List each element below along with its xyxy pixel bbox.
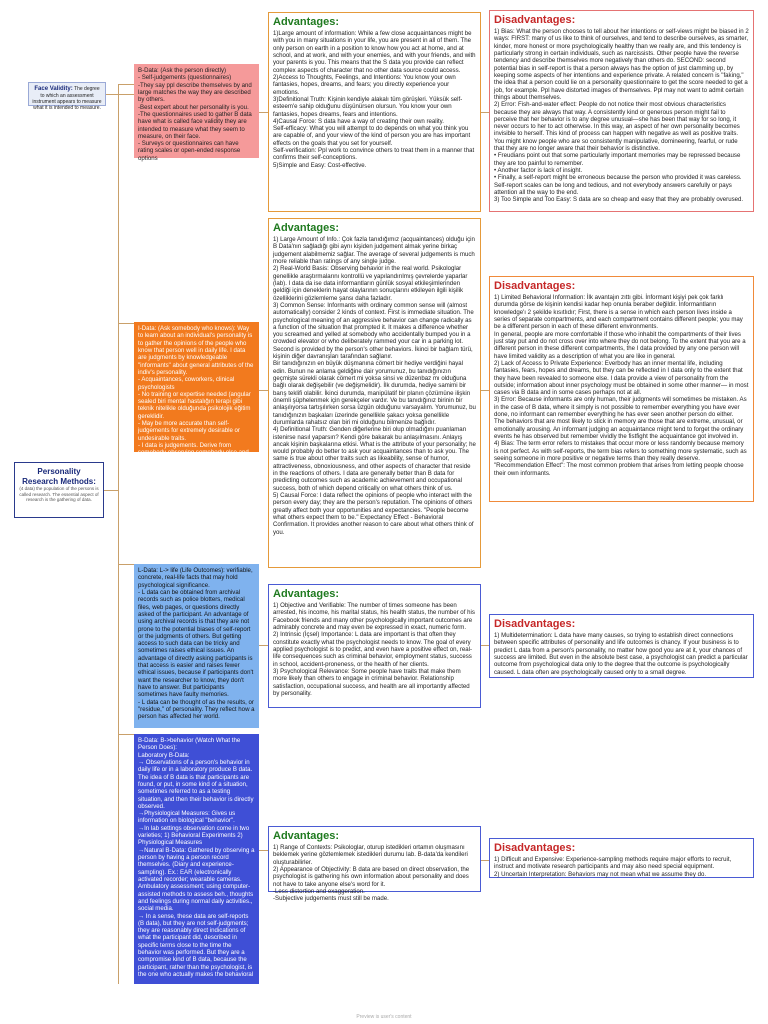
face-validity-text: The degree to which an assessment instrument appears to measure what it is intended to measure. bbox=[32, 86, 102, 112]
idata-disadvantages-box bbox=[489, 276, 754, 502]
connector-ldata-adv bbox=[259, 645, 268, 646]
idata-advantages-header: Advantages: bbox=[273, 222, 340, 234]
connector-b2data-dis bbox=[481, 860, 489, 861]
bdata-node bbox=[134, 64, 259, 162]
connector-face bbox=[106, 94, 134, 95]
bdata-disadvantages-box bbox=[489, 10, 754, 212]
bdata-advantages-text: 1)Large amount of information: While a few close acquaintances might be with you in many situations in your life, you are present in all of them. The only person on earth in a position to know how you act at home, and at school, and at work, and with your enemies, and with your friends, and with your parents is you. This means that the S data you provide can reflect complex aspects of character that no other data source could access. 2)Access to Thoughts, Feelings, and Intentions: You know your own fantasies, hopes, dreams, and fears; you directly experience your emotions. 3)Definitional Truth: Kişinin kendiyle alakalı tüm görüşleri. Yüksük self-esteem'e sahip olduğunu düşünürsen olursun. You know your own fantasies, hopes dreams, fears and intentions. 4)Causal Force: S data have a way of creating their own reality. Self-efficacy: What you will attempt to do depends on what you think you are capable of, and your view of the kind of person you are has important effects on the goals that you set for yourself. Self-verification: Ppl work to convince others to treat them in a manner that confirms their self-conceptions. 5)Simple and Easy: Cost-effective. bbox=[273, 30, 476, 169]
connector-ldata bbox=[118, 564, 134, 565]
ldata-disadvantages-box bbox=[489, 614, 754, 678]
footer-note: Preview is user's content bbox=[356, 1014, 412, 1020]
b2data-advantages-box bbox=[268, 826, 481, 903]
ldata-disadvantages-header: Disadvantages: bbox=[494, 618, 576, 630]
idata-disadvantages-header: Disadvantages: bbox=[494, 280, 576, 292]
main-topic-node bbox=[14, 462, 104, 518]
idata-advantages-text: 1) Large Amount of Info.: Çok fazla tanıdığımız (acquaintances) olduğu için B Data'nın sağladığı gibi aynı kişiden judgement almak yerine birkaç judgement alabilmemiz sağlar. The average of several judgements is much more reliable than ratings of any single judge. 2) Real-World Basis: Observing behavior in the real world. Psikologlar genellikle araştırmalarını kontrollü ve yapılandırılmış çevrelerde yaparlar (lab). I data da ise data informantların günlük sosyal etkileşimlerinden geldiği için deneklerin hayat olaylarının sonuçlarını etkileyen ilgili kişilik özelliklerini gözlemleme şansı daha fazladır. 3) Common Sense: Informants with ordinary common sense will (almost automatically) consider 2 kinds of context. First is immediate situation. The psychological meaning of an aggressive behavior can change radically as a function of the situation that prompted it. It makes a difference whether you screamed and yelled at somebody who accidentally bumped you in a crowded elevator or who deliberately rammed your car in a parking lot. Second is provided by the person's other behaviors. İkinci bir bağlam türü, kişinin diğer davranışları tarafından sağlanır. Bir tanıdığınızın en büyük düşmanına cömert bir hediye verdiğini hayal edin. Bunun ne anlama geldiğine dair yorumunuz, bu tanıdığınızın geçmişte sürekli olarak cömert mi yoksa sinsi ve düzenbaz mı olduğuna bağlı olarak değişebilir (ve değişmelidir). İlk durumda, hediye samimi bir barış teklifi olabilir. İkinci durumda, manipülatif bir planın çözümüne ilişkin önemli şüphelenmek için gerekçeler vardır. Ve bu tanıdığınız birinin bir anlaşılıyorsa tartışılırken sorsa üzgün olduğunu varsayalım. Yorumunuz, bu tanıdığınızın başkaları üzerinde genellikle şakacı yoksa genellikle durumlarda rahatsız olan biri mi olduğunu bilmenize bağlıdır. 4) Definitional Truth: Genden diğerlerine biri olup olmadığını puanlaman istenirse nasıl yaparsın? Kendi göre bakarak bu anlaşılmasını. Anlayış ancak kişinin başkalarına etkisi. What is the attribute of your personality; he would probably do better to ask your acquaintances than to ask you. The same is true about other traits such as likeability, sense of humor, attractiveness, obnoxiousness, and other aspects of character that reside in the reactions of others. I data are generally better than B data for predicting outcomes such as academic achievement and occupational success, both of which depend critically on what others think of us. 5) Causal Force: I data reflect the opinions of people who interact with the person every day; they are the person's reputation. The opinions of others greatly affect both your opportunities and expectancies. "People become what others expect them to be." Expectancy Effect - Behavioral Confirmation. It provides another reason to care about what others think of you. bbox=[273, 236, 476, 536]
main-subtitle: (4 data) the population of the persons is called research. The essential aspect of research is the gathering of data. bbox=[19, 486, 99, 502]
bdata-disadvantages-text: 1) Bias: What the person chooses to tell about her intentions or self-views might be biased in 2 ways: FIRST: many of us like to think of ourselves, and tend to describe ourselves, as smarter, kinder, more honest or more psychologically healthy than we really are, and this tendency is particularly strong in certain individuals, such as narcissists. Other people have the reverse tendency and describe themselves more negatively than others do. SECOND: second potential bias in self-report is that a person always has the option of just clamming up, by keeping some aspects of her intentions and experience private. A related concern is "faking," the idea that a person could lie on a personality questionnaire to get the score needed to get a job, for example. Ppl have distorted images of themselves. Ppl may not want to admit certain things about themselves. 2) Error: Fish-and-water effect: People do not notice their most obvious characteristics because they are always that way. A consistently kind or generous person might fail to perceive that her behavior is to any degree unusual—she has been that way for so long, it never occurs to her to act otherwise. In this way, an aspect of her own personality becomes invisible to herself. This kind of process can happen with negative as well as positive traits. You might know people who are so consistently manipulative, domineering, fearful, or rude that they are no longer aware that their behavior is distinctive. • Freudians point out that some particularly important memories may be repressed because they are too painful to remember. • Another factor is lack of insight. • Finally, a self-report might be erroneous because the person who provided it was careless. Self-report scales can be long and tedious, and not everybody answers carefully or pays attention all the way to the end. 3) Too Simple and Too Easy: S data are so cheap and easy that they are probably overused. bbox=[494, 28, 749, 204]
b2data-disadvantages-header: Disadvantages: bbox=[494, 842, 576, 854]
connector-vertical bbox=[118, 84, 119, 984]
idata-disadvantages-text: 1) Limited Behavioral Information: İlk avantajın zıttı gibi. İnformant kişiyi pek çok farklı durumda görse de kişinin kendisi kadar hep onunla beraber değildir. İnformantların knowledge'ı 2 şekilde kısıtlıdır; First, there is a sense in which each person lives inside a series of separate compartments, and each compartment contains different people; you may be a different person in each of these different environments. In general, people are more comfortable if those who inhabit the compartments of their lives just stay put and do not cross over into where they do not belong. To the extent that you are a different person in these different compartments, the I data provided by any one person will have limited validity as a description of what you are like in general. 2) Lack of Access to Private Experience: Everbody has an inner mental life, including fantasies, fears, hopes and dreams, but they can be reflected in I data only to the extent that they have been revealed to someone else. I data provide a view of personality from the outside; information about inner psychology must be obtained in some other manner— in most cases via B data and in some cases perhaps not at all. 3) Error: Because informants are only human, their judgments will sometimes be mistaken. As in the case of B data, where it simply is not possible to remember everything you have ever done, no informant can remember everything he has ever seen another person do either. The behaviors that are most likely to stick in memory are those that are extreme, unusual, or emotionally arousing. An informant judging an acquaintance might tend to forget the ordinary events he has observed but remember vividly the fistfight the acquaintance got involved in. 4) Bias: The term error refers to mistakes that occur more or less randomly because memory is not perfect. As with self-reports, the term bias refers to something more systematic, such as seeing someone in more positive or negative terms than they really deserve. "Recommendation Effect": The most common problem that arises from letting people choose their own informants. bbox=[494, 294, 749, 477]
ldata-node bbox=[134, 564, 259, 728]
bdata-advantages-header: Advantages: bbox=[273, 16, 340, 28]
connector-idata-dis bbox=[481, 390, 489, 391]
idata-text: I-Data: (Ask somebody who knows): Way to learn about an individual's personality is to gather the opinions of the people who know that person well in daily life. I data are judgments by knowledgeable "informants" about general attributes of the indiv's personality. - Acquaintances, coworkers, clinical psychologists - No training or expertise needed (angular sealed biri mental hastalığın terapi gibi teknik nitelikle olduğunda psikolojik eğitim gereklidir. - May be more accurate than self-judgements for extremely desirable or undesirable traits. - I data is judgements. Derive from somebody observing somebody else and then rendering a general opinion. bbox=[138, 325, 254, 464]
connector-idata-adv bbox=[259, 390, 268, 391]
face-validity-title: Face Validity: bbox=[34, 86, 73, 92]
b2data-advantages-text: 1) Range of Contexts: Psikologlar, oturup istedikleri ortamın oluşmasını beklemek yerine gözlemlemek istedikleri durumu lab. B-data'da kendileri oluşturabilirler. 2) Appearance of Objectivity: B data are based on direct observation, the psychologist is gathering his own information about personality and does not have to take anyone else's word for it. -Less distortion and exaggeration. -Subjective judgements must still be made. bbox=[273, 844, 470, 903]
b2data-node bbox=[134, 734, 259, 984]
connector-b2data bbox=[118, 734, 134, 735]
idata-node bbox=[134, 322, 259, 464]
ldata-advantages-box bbox=[268, 584, 481, 708]
bdata-disadvantages-header: Disadvantages: bbox=[494, 14, 576, 26]
connector-bdata bbox=[118, 84, 134, 85]
b2data-text: B-Data: B->behavior (Watch What the Person Does): Laboratory B-Data: → Observations of a person's behavior in daily life or in a laboratory produce B data. The idea of B data is that participants are found, or put, in some kind of a situation, sometimes referred to as a testing situation, and then their behavior is directly observed. →Physiological Measures: Gives us information on biological "behavior". →In lab settings observation come in two varieties; 1) Behavioral Experiments 2) Physiological Measures →Natural B-Data: Gathered by observing a person by having a person record themselves. (Diary and experience-sampling). Ex.: EAR (electronically activated recorder; wearable cameras. Ambulatory assessment; using computer-assisted methods to assess beh., thoughts and feelings during normal daily activities., social media. → In a sense, these data are self-reports (B data), but they are not self-judgments; they are reasonably direct indications of what the participant did, described in specific terms close to the time the behavior was performed. But they are a compromise kind of B data, because the participant, rather than the psychologist, is the one who actually makes the behavioral bbox=[138, 737, 255, 978]
ldata-text: L-Data: L-> life (Life Outcomes): verifiable, concrete, real-life facts that may hold psychological significance. - L data can be obtained from archival records such as police blotters, medical files, web pages, or questions directly asked of the participant. An advantage of using archival records is that they are not prone to the potential biases of self-report or the judgments of others. But getting access to such data can be tricky and sometimes raises ethical issues. An advantage of directly asking participants is that access is easier and raises fewer ethical issues, because if participants don't want the researcher to know, they don't have to answer. But participants sometimes have faulty memories. - L data can be thought of as the results, or "residue," of personality. They reflect how a person has affected her world. bbox=[138, 567, 255, 721]
face-validity-node bbox=[28, 82, 106, 112]
bdata-advantages-box bbox=[268, 12, 481, 212]
connector-bdata-dis bbox=[481, 112, 489, 113]
connector-bdata-adv bbox=[259, 112, 268, 113]
ldata-advantages-text: 1) Objective and Verifiable: The number of times someone has been arrested, his income, his marital status, his health status, the number of his Facebook friends and many other psychologically important outcomes are admirably concrete and may even be expressed in exact, numeric form. 2) Intrinsic (İçsel) Importance: L data are important is that often they constitute exactly what the psychologist needs to know. The goal of every applied psychologist is to predict, and even have a positive effect on, real-life consequences such as criminal behavior, employment status, success in school, accident-proneness, or the health of her clients. 3) Psychological Relevance: Some people have traits that make them more likely than others to engage in criminal behavior. Relationship satisfaction, occupational success, and health are all importantly affected by personality. bbox=[273, 602, 475, 697]
bdata-text: B-Data: (Ask the person directly) - Self-judgements (questionnaires) -They say ppl describe themselves by and large matches the way they are described by others. -Best expert about her personality is you. -The questionnaires used to gather B data have what is called face validity they are intended to measure what they seem to measure, on their face. - Surveys or questionnaires can have rating scales or open-ended response options bbox=[138, 67, 252, 162]
connector-ldata-dis bbox=[481, 645, 489, 646]
b2data-disadvantages-text: 1) Difficult and Expensive: Experience-sampling methods require major efforts to recruit, instruct and motivate research participants and may also need special equipment. 2) Uncertain Interpretation: Behaviors may not mean what we assume they do. bbox=[494, 856, 732, 878]
ldata-advantages-header: Advantages: bbox=[273, 588, 340, 600]
main-title: Personality Research Methods: bbox=[22, 467, 96, 486]
connector-b2data-adv bbox=[259, 850, 268, 851]
ldata-disadvantages-text: 1) Multidetermination: L data have many causes, so trying to establish direct connections between specific attributes of personality and life outcomes is chancy. If your business is to predict L data from a person's personality, no matter how good you are at it, your chances of success are limited. But even in the absolute best case, a psychologist can predict a particular outcome from psychological data only to the degree that the outcome is psychologically caused. L data often are psychologically caused only to a small degree. bbox=[494, 632, 748, 676]
connector-idata bbox=[118, 323, 134, 324]
b2data-disadvantages-box bbox=[489, 838, 754, 878]
b2data-advantages-header: Advantages: bbox=[273, 830, 340, 842]
connector-main bbox=[104, 490, 118, 491]
idata-advantages-box bbox=[268, 218, 481, 568]
